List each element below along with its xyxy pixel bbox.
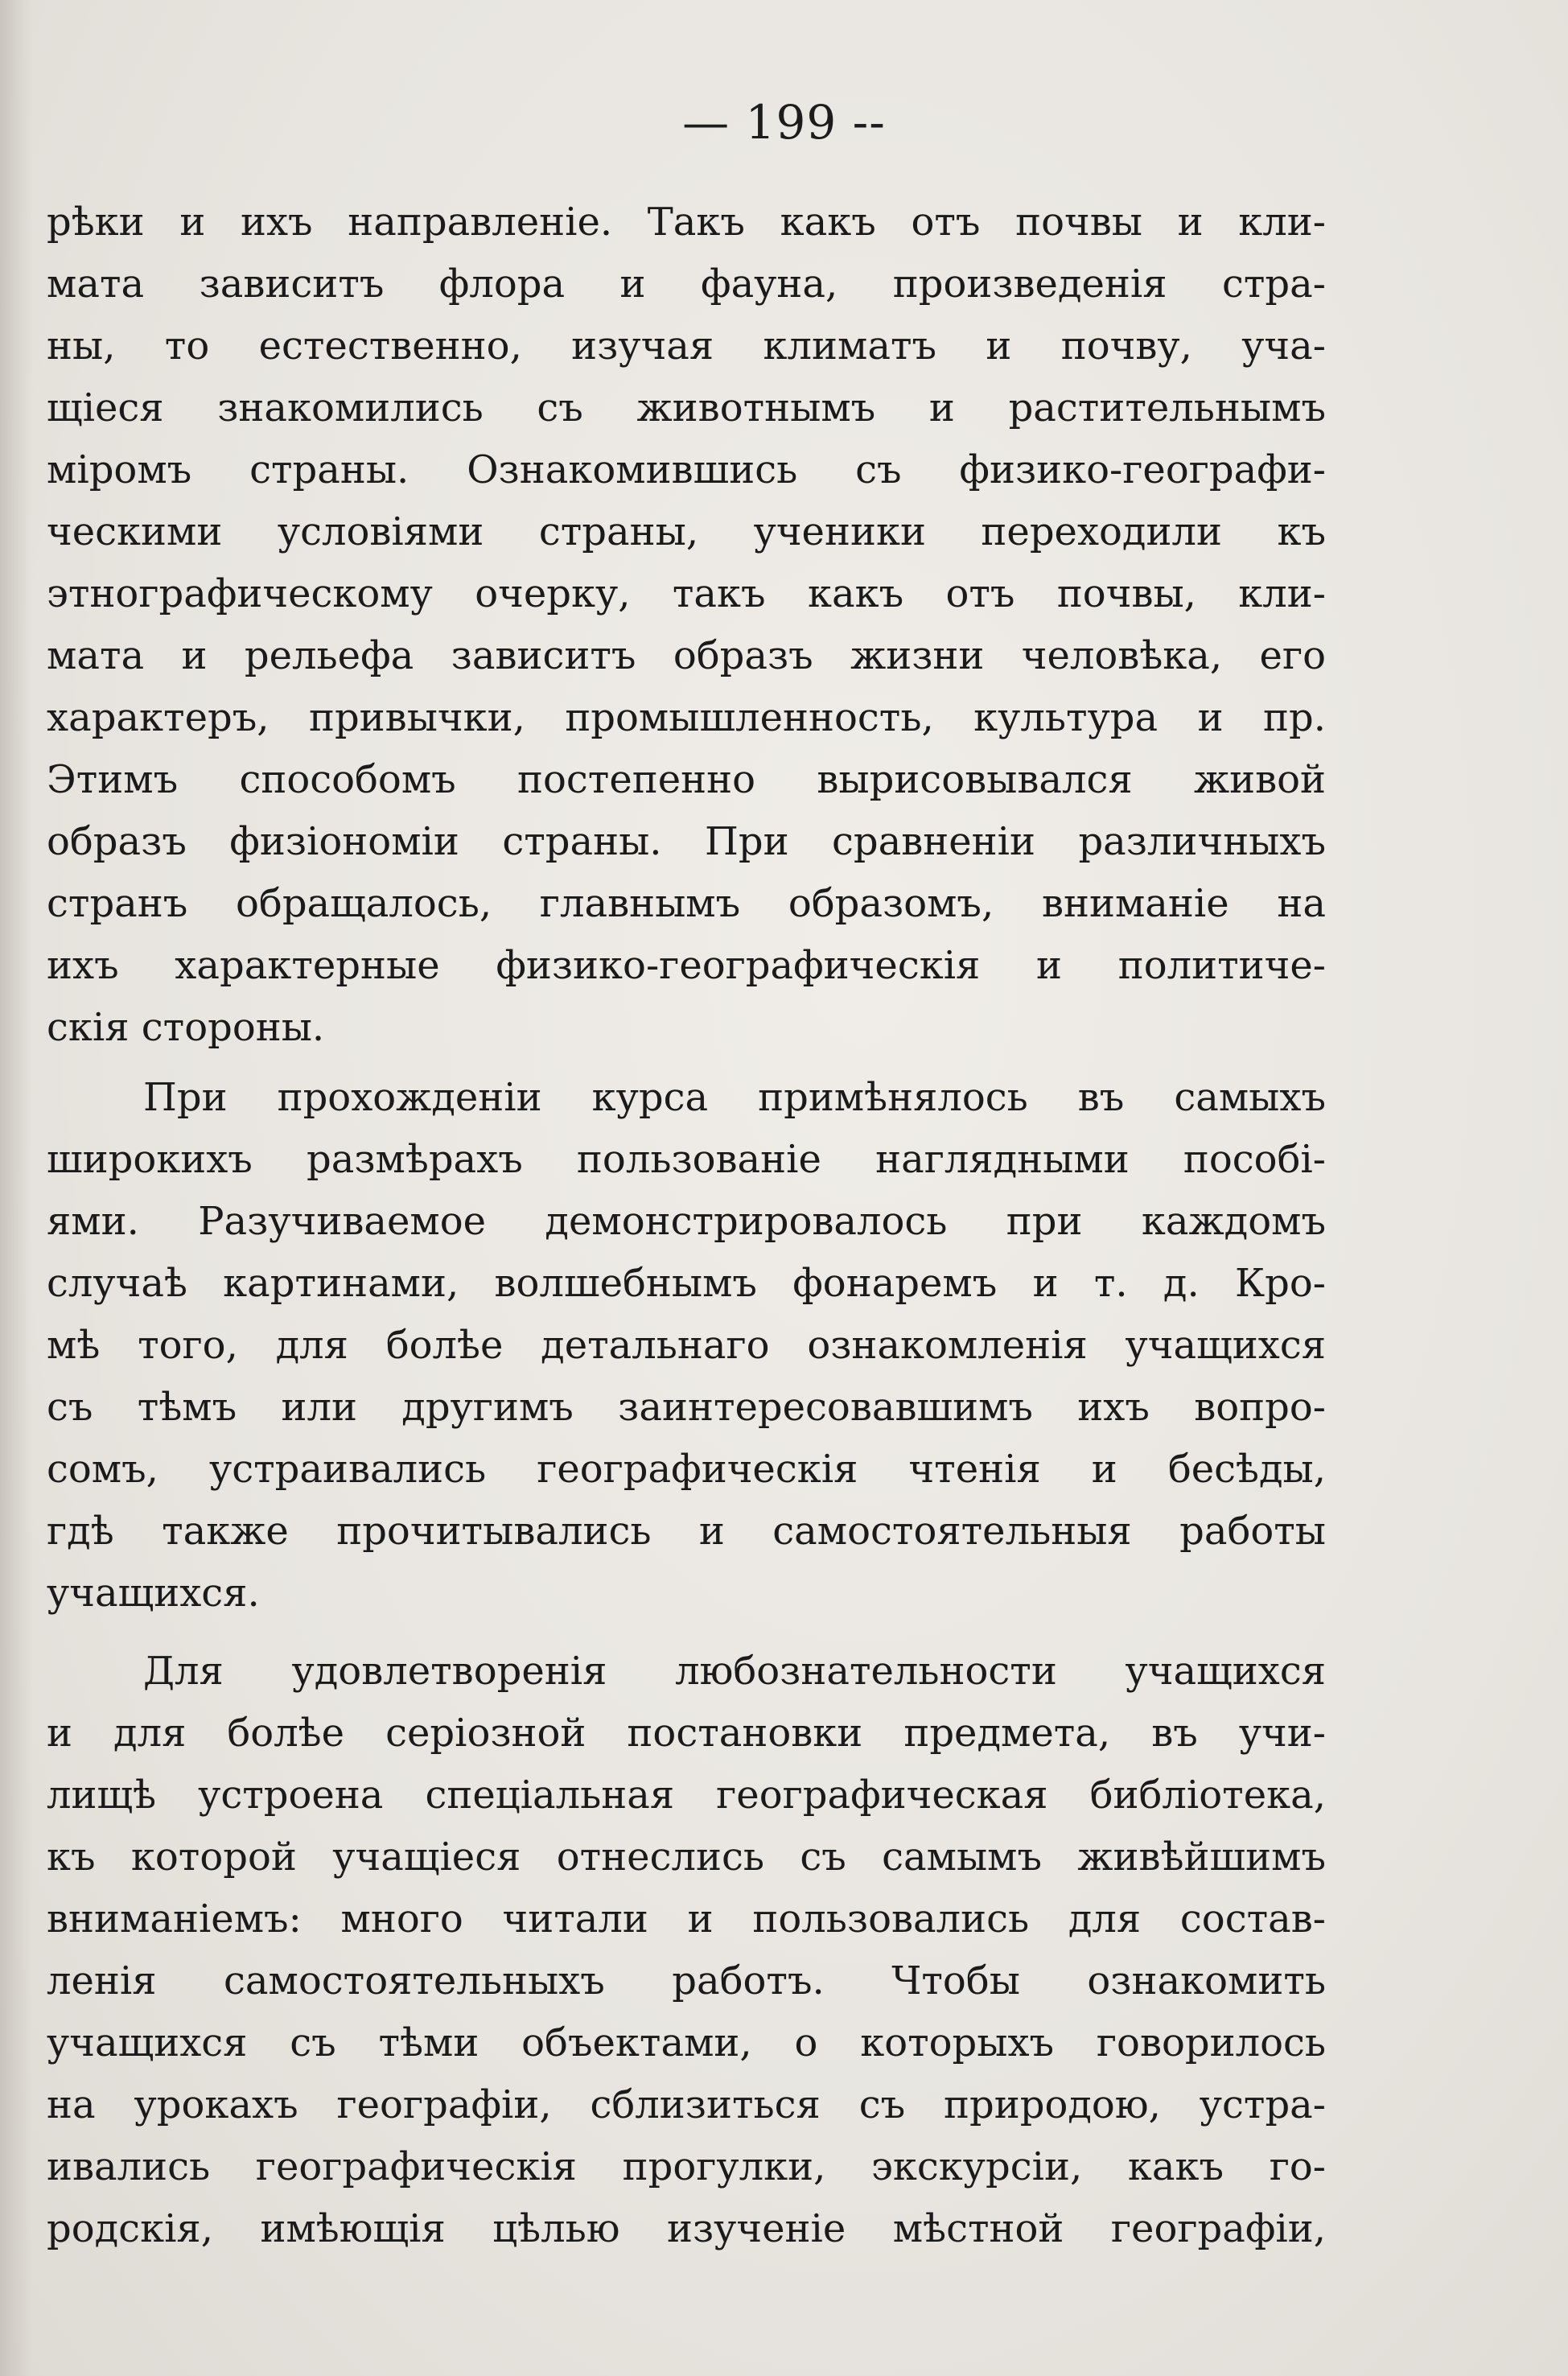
text-line: характеръ, привычки, промышленность, культура и пр. <box>47 695 1326 740</box>
text-line: странъ обращалось, главнымъ образомъ, вниманіе на <box>47 881 1326 926</box>
text-line: міромъ страны. Ознакомившись съ физико-географи- <box>47 447 1326 492</box>
text-line: рѣки и ихъ направленіе. Такъ какъ отъ почвы и кли- <box>47 200 1326 245</box>
text-line: скія стороны. <box>47 1005 325 1050</box>
text-line: широкихъ размѣрахъ пользованіе наглядными пособі- <box>47 1137 1326 1182</box>
text-line: и для болѣе серіозной постановки предмета, въ учи- <box>47 1711 1326 1756</box>
text-line: мата и рельефа зависитъ образъ жизни человѣка, его <box>47 633 1326 678</box>
text-line: мѣ того, для болѣе детальнаго ознакомленія учащихся <box>47 1323 1326 1368</box>
page-number: — 199 -- <box>682 95 886 150</box>
text-line: ивались географическія прогулки, экскурсіи, какъ го- <box>47 2144 1326 2189</box>
binding-shadow <box>0 0 32 2376</box>
text-line: Этимъ способомъ постепенно вырисовывался живой <box>47 757 1326 802</box>
text-line: къ которой учащіеся отнеслись съ самымъ живѣйшимъ <box>47 1835 1326 1880</box>
text-line: Для удовлетворенія любознательности учащихся <box>143 1649 1326 1694</box>
text-line: ны, то естественно, изучая климатъ и почву, уча- <box>47 323 1326 369</box>
text-line: вниманіемъ: много читали и пользовались для состав- <box>47 1896 1326 1942</box>
text-line: этнографическому очерку, такъ какъ отъ почвы, кли- <box>47 571 1326 616</box>
text-line: ленія самостоятельныхъ работъ. Чтобы ознакомить <box>47 1958 1326 2003</box>
text-line: При прохожденіи курса примѣнялось въ самыхъ <box>143 1075 1326 1120</box>
text-line: ческими условіями страны, ученики переходили къ <box>47 509 1326 554</box>
text-line: родскія, имѣющія цѣлью изученіе мѣстной географіи, <box>47 2206 1326 2251</box>
text-line: сомъ, устраивались географическія чтенія и бесѣды, <box>47 1447 1326 1492</box>
paragraph-1 <box>47 191 1326 1059</box>
text-line: мата зависитъ флора и фауна, произведенія стра- <box>47 261 1326 307</box>
text-line: на урокахъ географіи, сблизиться съ природою, устра- <box>47 2082 1326 2127</box>
text-line: щіеся знакомились съ животнымъ и растительнымъ <box>47 385 1326 430</box>
text-line: образъ физіономіи страны. При сравненіи различныхъ <box>47 819 1326 864</box>
body-text <box>47 191 1326 2260</box>
text-line: случаѣ картинами, волшебнымъ фонаремъ и т. д. Кро- <box>47 1261 1326 1306</box>
text-line: лищѣ устроена спеціальная географическая библіотека, <box>47 1773 1326 1818</box>
text-line: учащихся съ тѣми объектами, о которыхъ говорилось <box>47 2020 1326 2065</box>
paragraph-gap <box>47 1624 1326 1641</box>
text-line: ихъ характерные физико-географическія и политиче- <box>47 943 1326 988</box>
text-line: гдѣ также прочитывались и самостоятельныя работы <box>47 1509 1326 1554</box>
paragraph-3 <box>47 1641 1326 2260</box>
paragraph-gap <box>47 1059 1326 1067</box>
text-line: ями. Разучиваемое демонстрировалось при каждомъ <box>47 1199 1326 1244</box>
text-line: съ тѣмъ или другимъ заинтересовавшимъ ихъ вопро- <box>47 1385 1326 1430</box>
paragraph-2 <box>47 1067 1326 1624</box>
text-line: учащихся. <box>47 1571 260 1616</box>
